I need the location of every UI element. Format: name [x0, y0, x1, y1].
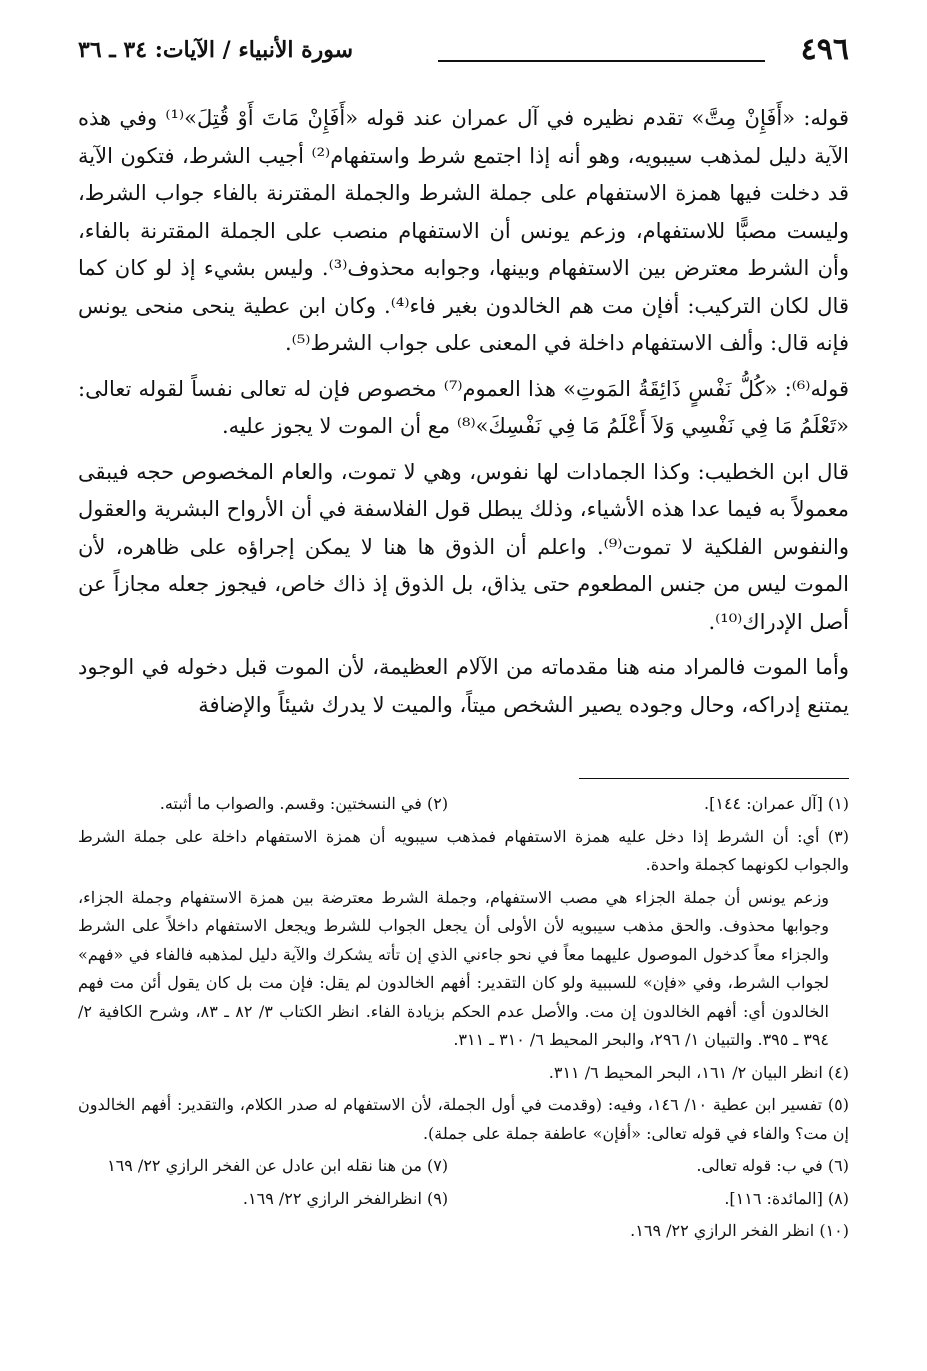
footnote-8: (٨) [المائدة: ١١٦]. — [724, 1188, 849, 1208]
footnote-1: (١) [آل عمران: ١٤٤]. — [704, 794, 849, 813]
paragraph: قوله: «أَفَإِنْ مِتَّ» تقدم نظيره في آل عمران عند قوله «أَفَإِنْ مَاتَ أَوْ قُتِلَ»⁽¹⁾ وفي هذه الآية دليل لمذهب سيبويه، وهو أنه إذا اجتمع شرط واستفهام⁽²⁾ أجيب الشرط، فتكون الآية قد دخلت فيها همزة الاستفهام على جملة الشرط والجملة المقترنة بالفاء جواب الشرط، وليست مصبًّا للاستفهام، وزعم يونس أن الاستفهام منصب على الجملة المقترنة بالفاء، وأن الشرط معترض بين الاستفهام وبينها، وجوابه محذوف⁽³⁾. وليس بشيء إذ لو كان كما قال لكان التركيب: أفإن مت هم الخالدون بغير فاء⁽⁴⁾. وكان ابن عطية ينحى منحى يونس فإنه قال: وألف الاستفهام داخلة في المعنى على جواب الشرط⁽⁵⁾. — [78, 106, 850, 355]
footnote-9: (٩) انظرالفخر الرازي ٢٢/ ١٦٩. — [242, 1188, 449, 1208]
footnote-row — [78, 1152, 849, 1181]
footnote-6: (٦) في ب: قوله تعالى. — [696, 1156, 849, 1175]
footnote-row — [78, 790, 849, 819]
footnote-5: (٥) تفسير ابن عطية ١٠/ ١٤٦، وفيه: (وقدمت في أول الجملة، لأن الاستفهام له صدر الكلام، والتقدير: أفهم الخالدون إن مت؟ والفاء في قوله تعالى: «أفإن» عاطفة جملة على جملة). — [78, 1095, 849, 1143]
footnote-4: (٤) انظر البيان ٢/ ١٦١، البحر المحيط ٦/ ٣١١. — [548, 1062, 849, 1082]
footnote-10: (١٠) انظر الفخر الرازي ٢٢/ ١٦٩. — [630, 1221, 849, 1240]
footnote-2: (٢) في النسختين: وقسم. والصواب ما أثبته. — [159, 794, 449, 813]
paragraph: قوله⁽⁶⁾: «كُلُّ نَفْسٍ ذَائِقَةُ المَوتِ» هذا العموم⁽⁷⁾ مخصوص فإن له تعالى نفساً لقوله تعالى: «تَعْلَمُ مَا فِي نَفْسِي وَلاَ أَعْلَمُ مَا فِي نَفْسِكَ»⁽⁸⁾ مع أن الموت لا يجوز عليه. — [78, 376, 849, 438]
running-title: سورة الأنبياء / الآيات: ٣٤ ـ ٣٦ — [78, 37, 354, 63]
paragraph: وأما الموت فالمراد منه هنا مقدماته من الآلام العظيمة، لأن الموت قبل دخوله في الوجود يمتنع إدراكه، وحال وجوده يصير الشخص ميتاً، والميت لا يدرك شيئاً والإضافة — [78, 655, 849, 717]
footnote-separator — [579, 778, 849, 779]
footnote-7: (٧) من هنا نقله ابن عادل عن الفخر الرازي ٢٢/ ١٦٩ — [107, 1156, 449, 1175]
header-rule — [438, 60, 765, 62]
footnote-row — [78, 1185, 849, 1214]
main-text — [78, 100, 849, 732]
footnote-3: (٣) أي: أن الشرط إذا دخل عليه همزة الاستفهام فمذهب سيبويه أن همزة الاستفهام داخلة على جملة الشرط والجواب لكونهما كجملة واحدة. — [78, 826, 849, 874]
page-number: ٤٩٦ — [800, 32, 849, 67]
page-header — [78, 28, 849, 72]
footnote-3-continued: وزعم يونس أن جملة الجزاء هي مصب الاستفهام، وجملة الشرط معترضة بين همزة الاستفهام وجملة الجزاء، وجوابها محذوف. والحق مذهب سيبويه لأن الأولى أن يجعل الجواب للشرط ويجعل الاستفهام داخلاً على الشرط والجزاء معاً كدخول الموصول عليهما معاً في نحو جاءني الذي إن تأته يشكرك والآية دليل لمذهبه فالفاء في «فهم» لجواب الشرط، وفي «فإن» للسببية ولو كان التقدير: أفهم الخالدون لم يقل: فإن مت بل كان يقول أئن مت فهم الخالدون أي: أفهم الخالدون إن مت. والأصل عدم الحكم بزيادة الفاء. انظر الكتاب ٣/ ٨٢ ـ ٨٣، وشرح الكافية ٢/ ٣٩٤ ـ ٣٩٥. والتبيان ١/ ٢٩٦، والبحر المحيط ٦/ ٣١٠ ـ ٣١١. — [78, 887, 829, 1049]
paragraph: قال ابن الخطيب: وكذا الجمادات لها نفوس، وهي لا تموت، والعام المخصوص حجه فيبقى معمولاً به فيما عدا هذه الأشياء، وذلك يبطل قول الفلاسفة في أن الأرواح البشرية والعقول والنفوس الفلكية لا تموت⁽⁹⁾. واعلم أن الذوق ها هنا لا يمكن إجراؤه على ظاهره، لأن الموت ليس من جنس المطعوم حتى يذاق، بل الذوق إذ ذاك خاص، فيجوز جعله مجازاً عن أصل الإدراك⁽¹⁰⁾. — [78, 459, 849, 634]
footnotes — [78, 790, 849, 1250]
